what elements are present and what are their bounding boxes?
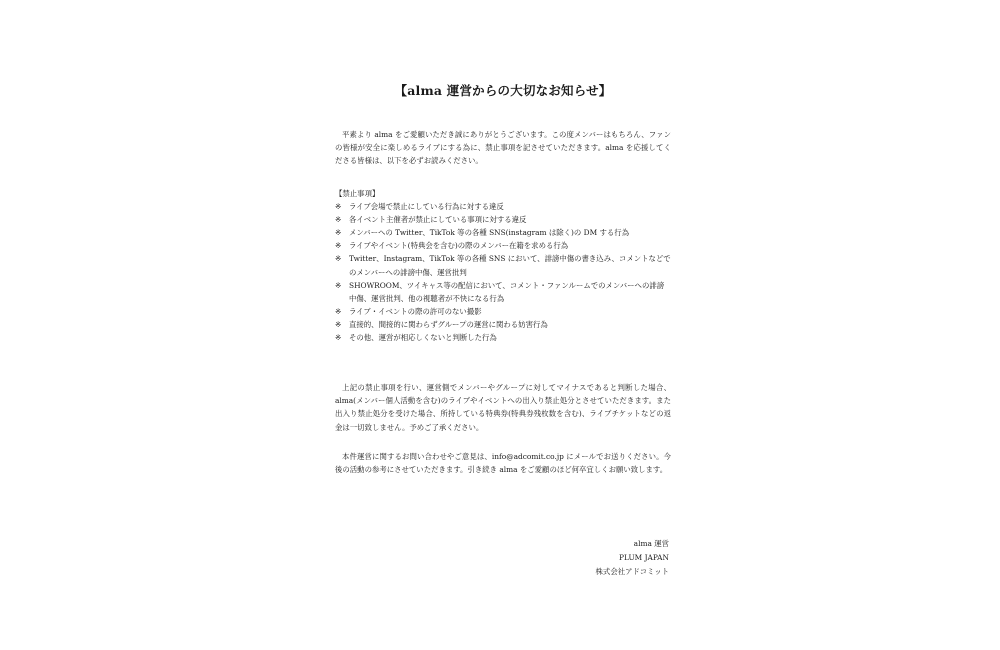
rule-item (335, 252, 671, 278)
contact-text: 本件運営に関するお問い合わせやご意見は、info@adcomit.co.jp にメールでお送りください。今後の活動の参考にさせていただきます。引き続き alma をご愛顧のほど何卒宜しくお願い致します。 (335, 452, 671, 475)
rule-item (335, 213, 671, 226)
rule-mark-icon: ※ (335, 215, 342, 225)
rule-item (335, 226, 671, 239)
penalty-paragraph (335, 381, 671, 434)
signature-line: alma 運営 (633, 539, 669, 548)
rule-item (335, 239, 671, 252)
rule-item (335, 305, 671, 318)
rule-mark-icon: ※ (335, 241, 342, 251)
rules-list (335, 200, 671, 344)
signature-line: PLUM JAPAN (618, 553, 669, 562)
rule-text: ライブ会場で禁止にしている行為に対する違反 (349, 202, 504, 212)
rule-item (335, 318, 671, 331)
signature-line: 株式会社アドコミット (595, 567, 669, 576)
intro-paragraph (335, 128, 671, 168)
rule-text: ライブやイベント(特典会を含む)の際のメンバー在籍を求める行為 (349, 241, 569, 251)
rule-text: メンバーへの Twitter、TikTok 等の各種 SNS(instagram は除く)の DM する行為 (349, 228, 630, 238)
rule-mark-icon: ※ (335, 254, 342, 264)
signature-block (596, 537, 669, 579)
rule-text: その他、運営が相応しくないと判断した行為 (349, 333, 497, 343)
notice-title: 【alma 運営からの大切なお知らせ】 (394, 83, 612, 98)
rules-heading: 【禁止事項】 (335, 189, 380, 198)
rule-item (335, 200, 671, 213)
rule-mark-icon: ※ (335, 319, 342, 329)
penalty-text: 上記の禁止事項を行い、運営側でメンバーやグループに対してマイナスであると判断した場合、alma(メンバー個人活動を含む)のライブやイベントへの出入り禁止処分とさせていただきます。また出入り禁止処分を受けた場合、所持している特典券(特典券残枚数を含む)、ライブチケットなどの返金は一切致しません。予めご了承ください。 (335, 383, 671, 432)
rule-text: Twitter、Instagram、TikTok 等の各種 SNS において、誹謗中傷の書き込み、コメントなどでのメンバーへの誹謗中傷、運営批判 (349, 254, 671, 277)
notice-document (335, 0, 671, 650)
prohibited-rules (335, 187, 671, 344)
rule-text: SHOWROOM、ツイキャス等の配信において、コメント・ファンルームでのメンバーへの誹謗中傷、運営批判、他の視聴者が不快になる行為 (349, 280, 665, 303)
rule-mark-icon: ※ (335, 306, 342, 316)
contact-paragraph (335, 450, 671, 476)
rule-item (335, 331, 671, 344)
rule-text: 各イベント主催者が禁止にしている事項に対する違反 (349, 215, 527, 225)
rule-item (335, 279, 671, 305)
rule-mark-icon: ※ (335, 280, 342, 290)
rule-text: ライブ・イベントの際の許可のない撮影 (349, 306, 482, 316)
rule-mark-icon: ※ (335, 228, 342, 238)
rule-text: 直接的、間接的に関わらずグループの運営に関わる妨害行為 (349, 319, 548, 329)
rule-mark-icon: ※ (335, 202, 342, 212)
rule-mark-icon: ※ (335, 333, 342, 343)
intro-text: 平素より alma をご愛顧いただき誠にありがとうございます。この度メンバーはもちろん、ファンの皆様が安全に楽しめるライブにする為に、禁止事項を記させていただきます。alma を応援してくださる皆様は、以下を必ずお読みください。 (335, 130, 671, 166)
